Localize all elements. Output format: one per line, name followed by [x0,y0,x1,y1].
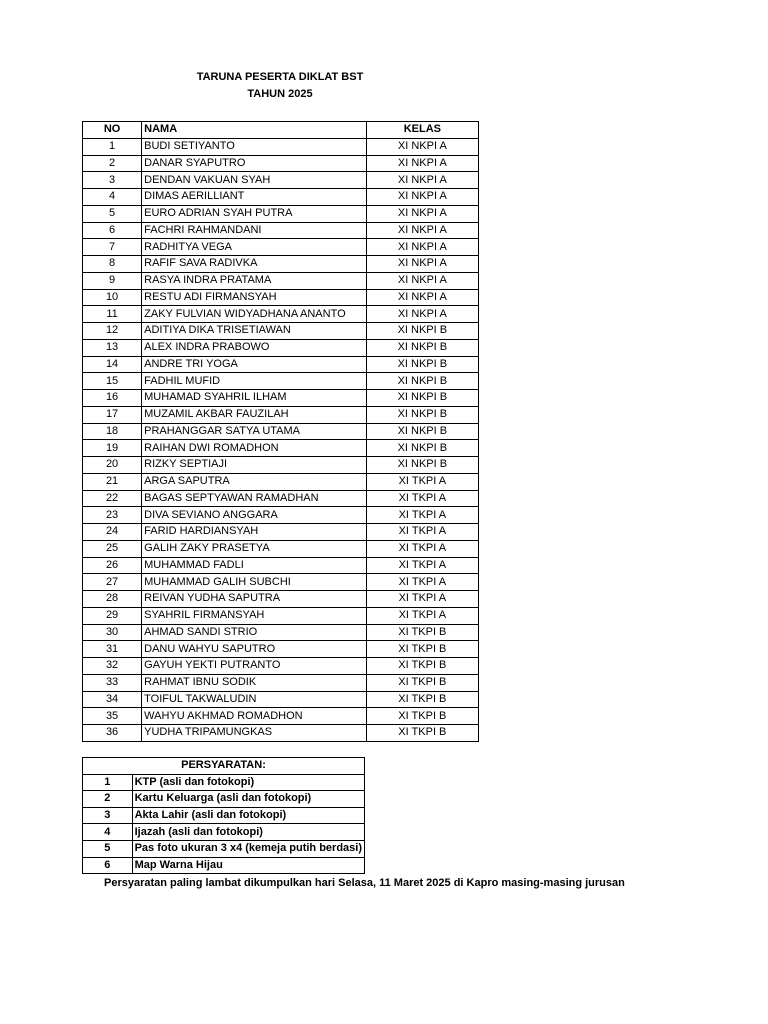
cell-kelas: XI TKPI B [366,725,478,742]
table-row [83,674,479,691]
cell-no: 27 [83,574,142,591]
table-row [83,540,479,557]
cell-nama: BAGAS SEPTYAWAN RAMADHAN [142,490,367,507]
cell-nama: RASYA INDRA PRATAMA [142,272,367,289]
table-row [83,658,479,675]
cell-nama: DIVA SEVIANO ANGGARA [142,507,367,524]
cell-kelas: XI NKPI A [366,272,478,289]
cell-no: 33 [83,674,142,691]
cell-kelas: XI TKPI A [366,557,478,574]
cell-no: 35 [83,708,142,725]
cell-nama: DENDAN VAKUAN SYAH [142,172,367,189]
requirement-row [83,791,365,808]
cell-kelas: XI NKPI B [366,339,478,356]
cell-no: 31 [83,641,142,658]
cell-nama: FADHIL MUFID [142,373,367,390]
cell-nama: REIVAN YUDHA SAPUTRA [142,591,367,608]
cell-kelas: XI TKPI A [366,473,478,490]
table-row [83,205,479,222]
table-row [83,691,479,708]
requirements-table-body [83,774,365,874]
cell-kelas: XI NKPI B [366,323,478,340]
cell-no: 13 [83,339,142,356]
cell-kelas: XI NKPI A [366,138,478,155]
requirement-row [83,807,365,824]
cell-no: 15 [83,373,142,390]
cell-no: 26 [83,557,142,574]
cell-nama: RAIHAN DWI ROMADHON [142,440,367,457]
cell-no: 24 [83,524,142,541]
cell-no: 29 [83,607,142,624]
cell-no: 10 [83,289,142,306]
cell-nama: MUZAMIL AKBAR FAUZILAH [142,406,367,423]
table-row [83,339,479,356]
cell-no: 22 [83,490,142,507]
cell-nama: ANDRE TRI YOGA [142,356,367,373]
requirement-text: Ijazah (asli dan fotokopi) [132,824,364,841]
document-subtitle: TAHUN 2025 [247,88,313,100]
requirement-text: Map Warna Hijau [132,857,364,874]
cell-no: 11 [83,306,142,323]
cell-nama: GAYUH YEKTI PUTRANTO [142,658,367,675]
cell-nama: RAHMAT IBNU SODIK [142,674,367,691]
cell-kelas: XI TKPI B [366,691,478,708]
cell-kelas: XI NKPI B [366,390,478,407]
table-row [83,574,479,591]
table-row [83,155,479,172]
cell-kelas: XI NKPI A [366,239,478,256]
requirements-header-row [83,758,365,775]
cell-kelas: XI NKPI A [366,222,478,239]
deadline-note: Persyaratan paling lambat dikumpulkan hari Selasa, 11 Maret 2025 di Kapro masing-masing jurusan [104,877,625,889]
table-row [83,708,479,725]
cell-nama: DIMAS AERILLIANT [142,189,367,206]
table-row [83,473,479,490]
participant-table [82,121,479,742]
cell-no: 17 [83,406,142,423]
requirement-row [83,840,365,857]
cell-nama: ARGA SAPUTRA [142,473,367,490]
cell-nama: RESTU ADI FIRMANSYAH [142,289,367,306]
requirement-number: 2 [83,791,133,808]
column-header-kelas: KELAS [366,122,478,139]
requirement-number: 1 [83,774,133,791]
cell-nama: SYAHRIL FIRMANSYAH [142,607,367,624]
table-row [83,423,479,440]
cell-kelas: XI TKPI B [366,641,478,658]
table-row [83,557,479,574]
cell-kelas: XI NKPI A [366,155,478,172]
cell-kelas: XI TKPI B [366,658,478,675]
requirement-number: 6 [83,857,133,874]
cell-kelas: XI NKPI A [366,172,478,189]
requirement-row [83,857,365,874]
table-row [83,507,479,524]
cell-no: 25 [83,540,142,557]
table-row [83,725,479,742]
cell-kelas: XI NKPI B [366,423,478,440]
cell-no: 12 [83,323,142,340]
cell-nama: DANU WAHYU SAPUTRO [142,641,367,658]
cell-no: 30 [83,624,142,641]
requirement-text: KTP (asli dan fotokopi) [132,774,364,791]
table-row [83,289,479,306]
cell-no: 21 [83,473,142,490]
requirement-number: 4 [83,824,133,841]
table-row [83,172,479,189]
participant-table-body [83,138,479,741]
cell-kelas: XI NKPI B [366,406,478,423]
cell-nama: MUHAMAD SYAHRIL ILHAM [142,390,367,407]
cell-nama: EURO ADRIAN SYAH PUTRA [142,205,367,222]
table-row [83,138,479,155]
cell-no: 5 [83,205,142,222]
table-row [83,607,479,624]
cell-kelas: XI TKPI A [366,524,478,541]
cell-kelas: XI TKPI A [366,607,478,624]
column-header-no: NO [83,122,142,139]
requirement-row [83,824,365,841]
cell-nama: ALEX INDRA PRABOWO [142,339,367,356]
cell-no: 20 [83,457,142,474]
cell-nama: ADITIYA DIKA TRISETIAWAN [142,323,367,340]
cell-nama: RIZKY SEPTIAJI [142,457,367,474]
table-row [83,256,479,273]
cell-kelas: XI NKPI A [366,256,478,273]
cell-nama: YUDHA TRIPAMUNGKAS [142,725,367,742]
cell-no: 3 [83,172,142,189]
cell-no: 1 [83,138,142,155]
cell-nama: WAHYU AKHMAD ROMADHON [142,708,367,725]
cell-no: 7 [83,239,142,256]
cell-kelas: XI TKPI A [366,574,478,591]
table-row [83,440,479,457]
cell-nama: MUHAMMAD FADLI [142,557,367,574]
cell-no: 18 [83,423,142,440]
requirement-number: 5 [83,840,133,857]
cell-no: 9 [83,272,142,289]
table-row [83,457,479,474]
cell-kelas: XI TKPI A [366,540,478,557]
table-row [83,239,479,256]
table-row [83,189,479,206]
table-header-row [83,122,479,139]
cell-kelas: XI NKPI B [366,457,478,474]
cell-no: 4 [83,189,142,206]
table-row [83,390,479,407]
cell-no: 36 [83,725,142,742]
requirement-row [83,774,365,791]
cell-nama: ZAKY FULVIAN WIDYADHANA ANANTO [142,306,367,323]
cell-nama: RAFIF SAVA RADIVKA [142,256,367,273]
cell-nama: PRAHANGGAR SATYA UTAMA [142,423,367,440]
cell-nama: RADHITYA VEGA [142,239,367,256]
cell-nama: TOIFUL TAKWALUDIN [142,691,367,708]
cell-no: 34 [83,691,142,708]
table-row [83,272,479,289]
cell-no: 19 [83,440,142,457]
requirements-table [82,757,365,874]
document-title: TARUNA PESERTA DIKLAT BST [196,71,364,83]
requirement-text: Kartu Keluarga (asli dan fotokopi) [132,791,364,808]
cell-nama: AHMAD SANDI STRIO [142,624,367,641]
requirement-text: Akta Lahir (asli dan fotokopi) [132,807,364,824]
table-row [83,356,479,373]
requirement-number: 3 [83,807,133,824]
cell-no: 23 [83,507,142,524]
table-row [83,624,479,641]
cell-no: 28 [83,591,142,608]
table-row [83,641,479,658]
requirements-heading: PERSYARATAN: [83,758,365,775]
cell-kelas: XI TKPI B [366,624,478,641]
cell-kelas: XI NKPI B [366,356,478,373]
cell-no: 16 [83,390,142,407]
cell-kelas: XI TKPI A [366,591,478,608]
table-row [83,490,479,507]
table-row [83,373,479,390]
cell-kelas: XI NKPI A [366,189,478,206]
cell-kelas: XI NKPI A [366,289,478,306]
cell-nama: DANAR SYAPUTRO [142,155,367,172]
cell-kelas: XI TKPI B [366,708,478,725]
cell-no: 32 [83,658,142,675]
requirement-text: Pas foto ukuran 3 x4 (kemeja putih berdasi) [132,840,364,857]
column-header-nama: NAMA [142,122,367,139]
table-row [83,524,479,541]
cell-nama: BUDI SETIYANTO [142,138,367,155]
cell-kelas: XI TKPI A [366,490,478,507]
cell-no: 2 [83,155,142,172]
cell-kelas: XI TKPI A [366,507,478,524]
table-row [83,323,479,340]
cell-kelas: XI TKPI B [366,674,478,691]
cell-kelas: XI NKPI B [366,373,478,390]
table-row [83,306,479,323]
cell-nama: GALIH ZAKY PRASETYA [142,540,367,557]
cell-no: 14 [83,356,142,373]
table-row [83,591,479,608]
cell-kelas: XI NKPI A [366,205,478,222]
cell-nama: FACHRI RAHMANDANI [142,222,367,239]
table-row [83,406,479,423]
cell-nama: MUHAMMAD GALIH SUBCHI [142,574,367,591]
cell-no: 8 [83,256,142,273]
table-row [83,222,479,239]
cell-no: 6 [83,222,142,239]
cell-nama: FARID HARDIANSYAH [142,524,367,541]
cell-kelas: XI NKPI B [366,440,478,457]
cell-kelas: XI NKPI A [366,306,478,323]
